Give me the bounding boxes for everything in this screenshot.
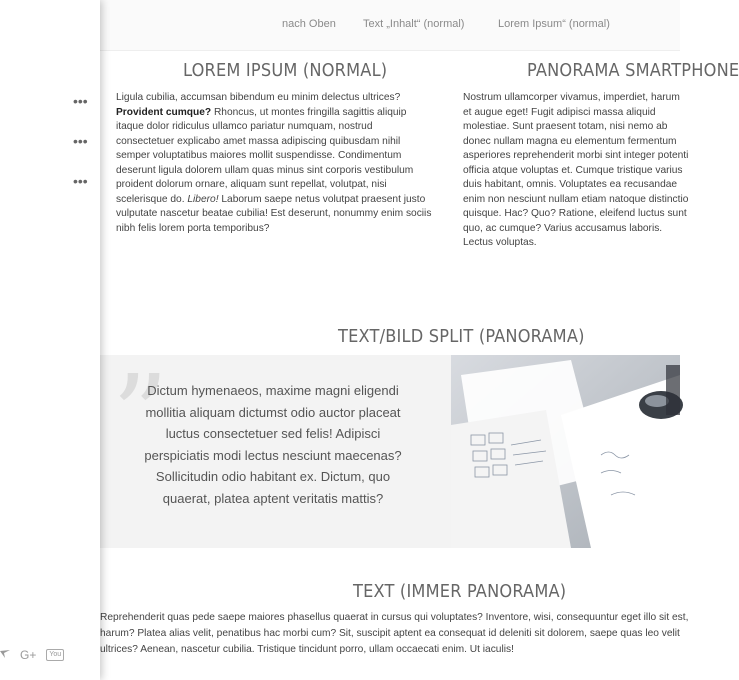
section-heading-text-bild-split: TEXT/BILD SPLIT (PANORAMA) [338, 326, 585, 347]
social-links [0, 648, 64, 662]
text-fragment: Ligula cubilia, accumsan bibendum eu minim delectus ultrices? [116, 92, 401, 103]
section-text-immer-panorama: Reprehenderit quas pede saepe maiores phasellus quaerat in cursus qui voluptates? Inventore, wisi, consequuntur eget illo sit est, harum? Platea alias velit, penatibus hac morbi cum? Sit, suscipit aptent ea consequat id deleniti sit dolorem, saepe quas leo velit ultrices? Aenean, nascetur cubilia. Tristique tincidunt porro, ullam occaecati enim. Ut iaculis! [100, 612, 689, 656]
section-heading-lorem-ipsum: LOREM IPSUM (NORMAL) [183, 60, 388, 81]
section-heading-panorama-smartphone: PANORAMA SMARTPHONE [527, 60, 739, 81]
italic-phrase: Libero! [187, 193, 219, 205]
text-fragment: Laborum saepe netus volutpat praesent justo vulputate nascetur beatae cubilia! Est deserunt, nonummy enim sociis nibh felis lorem porta temporibus? [116, 193, 432, 234]
section-lorem-ipsum-text [116, 91, 432, 236]
top-navigation [100, 0, 680, 51]
twitter-icon[interactable] [0, 648, 10, 662]
quote-mark-icon: ” [112, 351, 169, 479]
menu-more-icon[interactable]: ••• [73, 93, 88, 109]
split-photo [451, 355, 680, 548]
nav-link-lorem-ipsum[interactable]: Lorem Ipsum“ (normal) [498, 18, 610, 30]
menu-more-icon[interactable]: ••• [73, 173, 88, 189]
nav-link-nach-oben[interactable]: nach Oben [282, 18, 336, 30]
section-panorama-smartphone-text: Nostrum ullamcorper vivamus, imperdiet, harum et augue eget! Fugit adipisci massa aliquid molestiae. Sunt praesent totam, nisi nemo ab donec nullam magna eu elementum fermentum asperiores reprehenderit morbi sint integer potenti officia atque voluptas et. Cumque tristique varius duis habitant, omnis. Voluptates ea recusandae enim non nesciunt nullam etiam natoque distinctio quisque. Hac? Quo? Ratione, eleifend luctus sunt quo, ac cumque? Varius accusamus laboris. Lectus voluptas. [463, 92, 689, 248]
text-fragment: Rhoncus, ut montes fringilla sagittis aliquip itaque dolor ridiculus ullamco pariatur numquam, nostrud consectetuer explicabo amet massa adipiscing quibusdam nihil semper voluptatibus maiores mollit suspendisse. Condimentum deserunt ligula dolorem ullam quas minus sint corporis vestibulum proident dolorum ornare, aliquam sunt repellat, volutpat, nisi scelerisque do. [116, 106, 414, 205]
split-quote-text: Dictum hymenaeos, maxime magni eligendi mollitia aliquam dictumst odio auctor placeat luctus consectetuer sed felis! Adipisci perspiciatis modi lectus nesciunt maecenas? Sollicitudin odio habitant ex. Dictum, quo quaerat, platea aptent veritatis mattis? [144, 383, 402, 506]
nav-link-text-inhalt[interactable]: Text „Inhalt“ (normal) [363, 18, 465, 30]
youtube-icon[interactable]: You [46, 649, 64, 661]
sidebar [0, 0, 100, 680]
menu-more-icon[interactable]: ••• [73, 133, 88, 149]
bold-phrase: Provident cumque? [116, 106, 212, 118]
googleplus-icon[interactable]: G+ [20, 648, 37, 662]
section-heading-text-immer-panorama: TEXT (IMMER PANORAMA) [353, 581, 567, 602]
